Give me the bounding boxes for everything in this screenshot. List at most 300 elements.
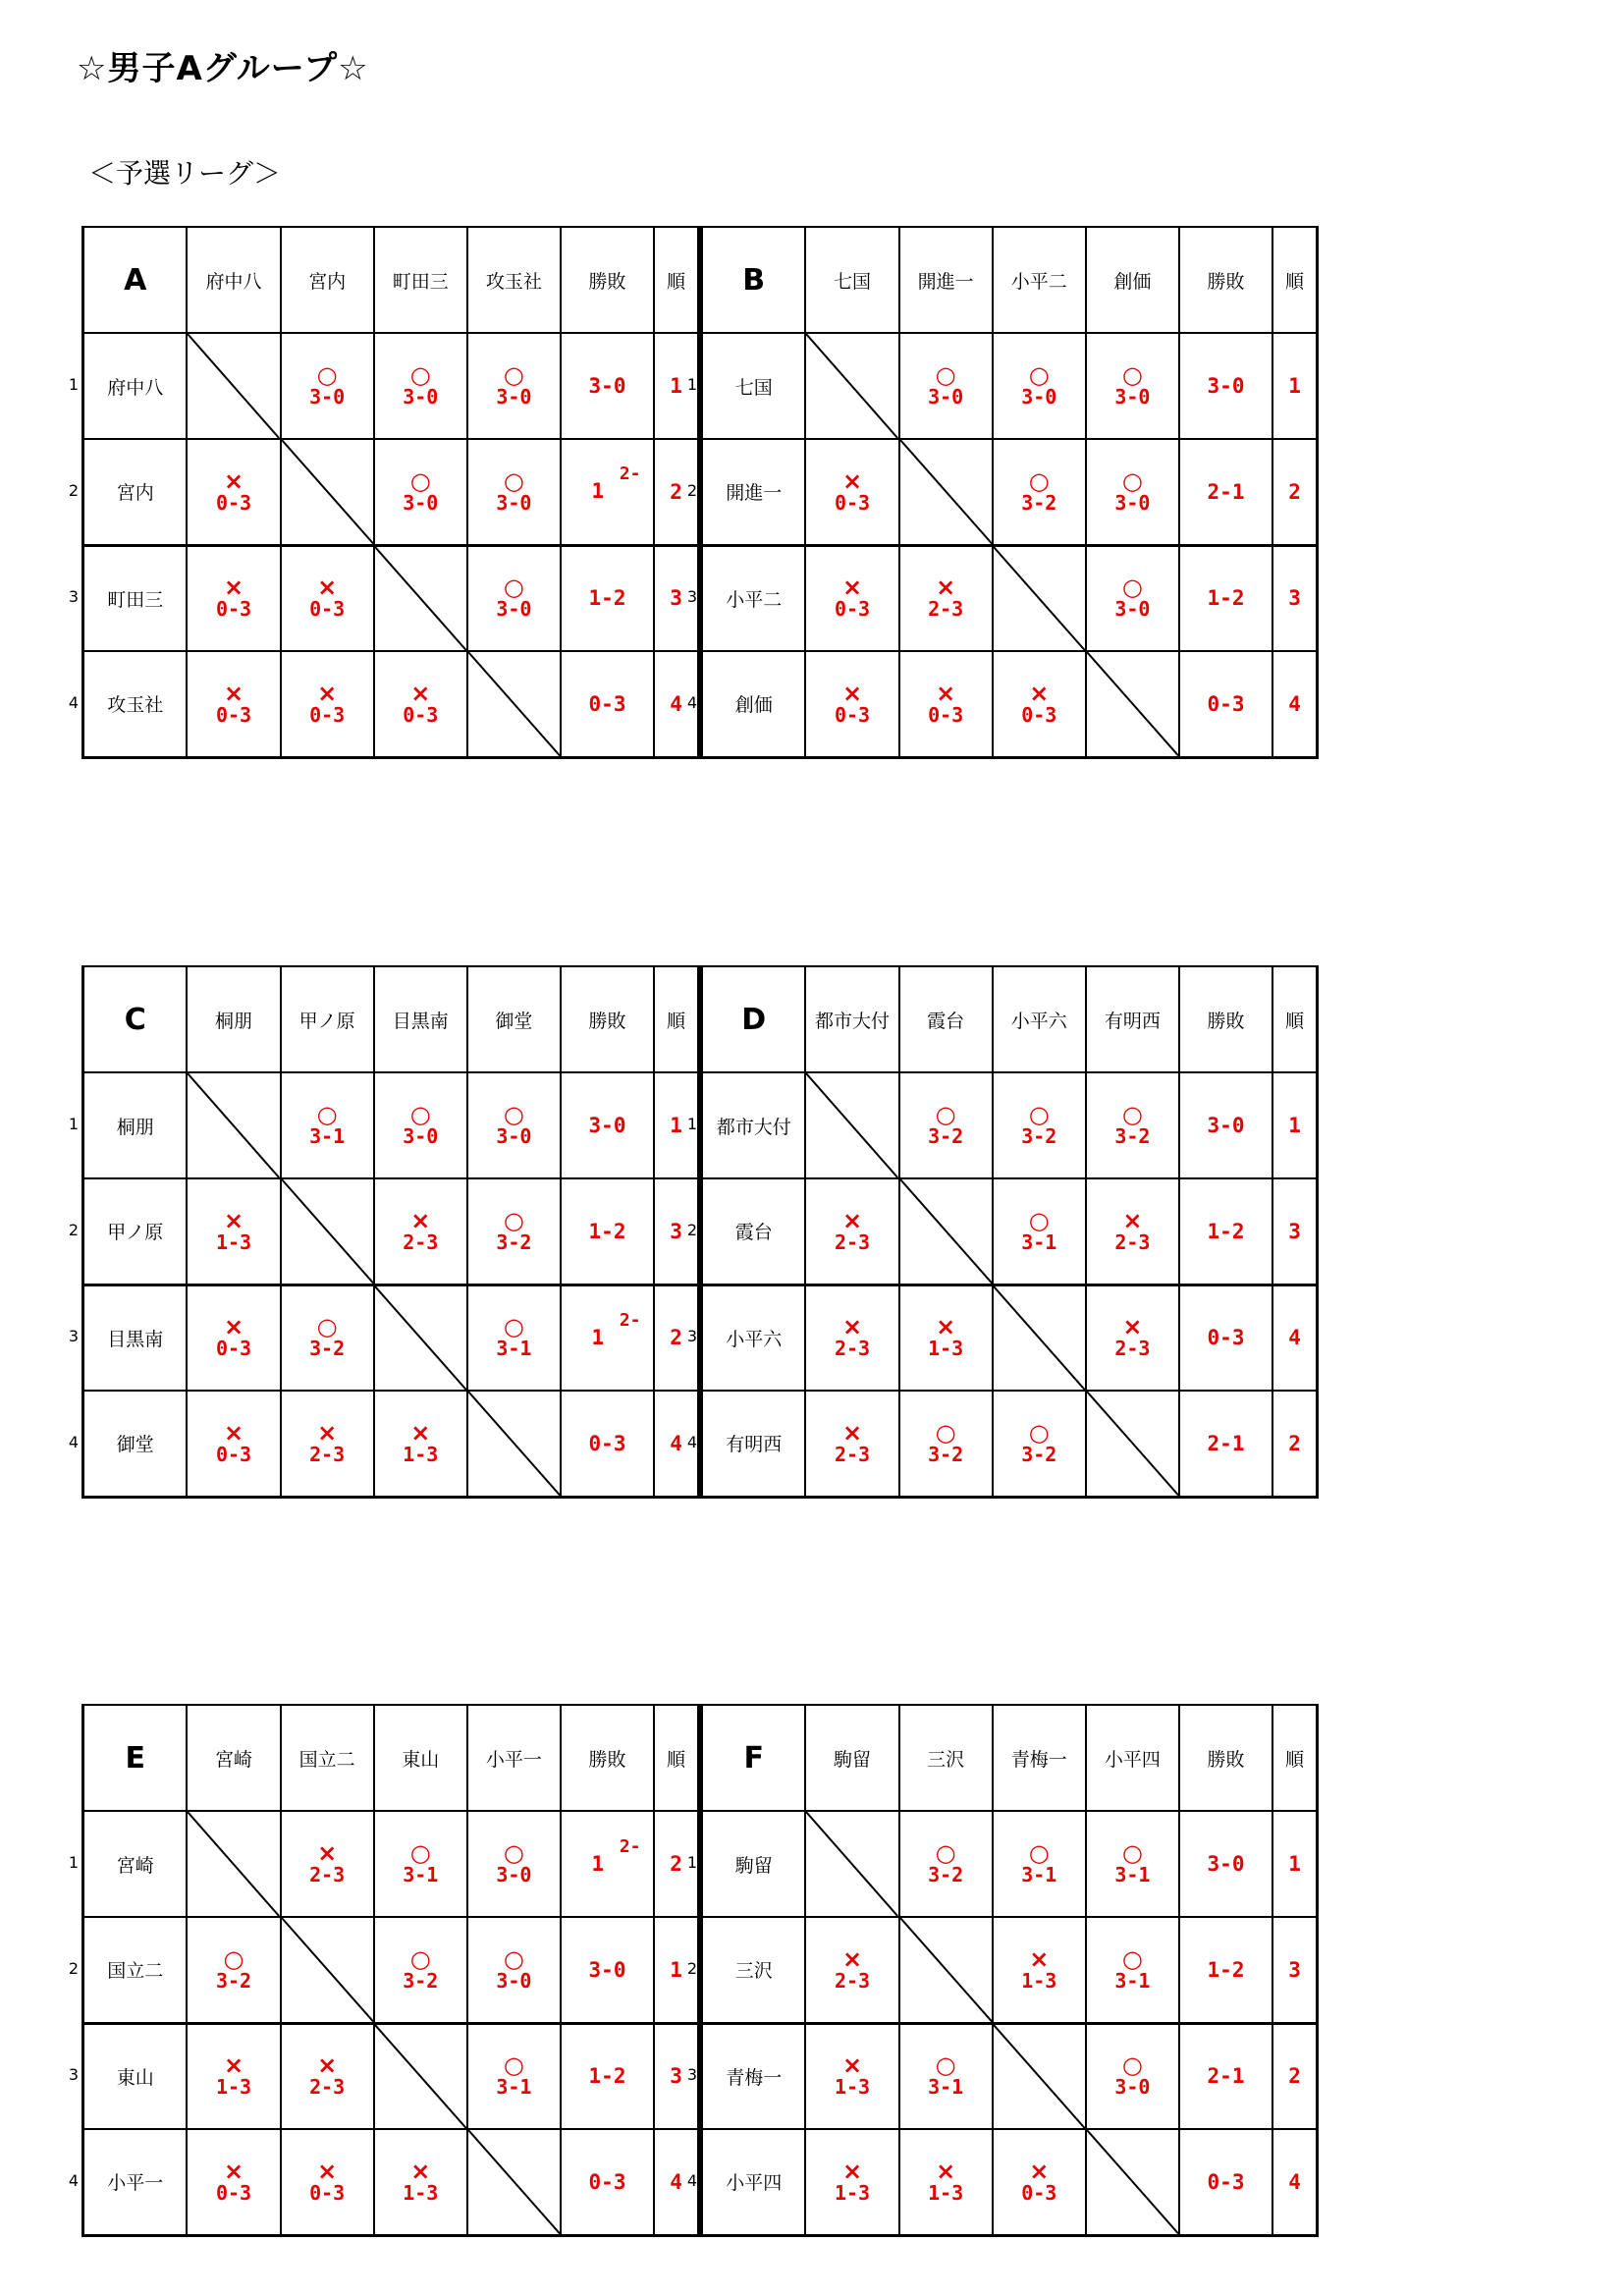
row-number: 4	[686, 2171, 698, 2190]
match-score: 1-3	[215, 2075, 252, 2100]
table-row	[83, 2129, 699, 2235]
win-loss-superscript: 2-	[619, 1835, 641, 1857]
match-score: 1-3	[928, 1337, 964, 1361]
match-score: 3-2	[403, 1968, 439, 1993]
row-number: 1	[686, 1115, 698, 1133]
win-loss-value: 0-3	[588, 1431, 626, 1455]
loss-mark: ×	[841, 679, 863, 707]
rank-cell: 4	[1272, 1285, 1317, 1391]
match-result-cell	[993, 1811, 1086, 1917]
win-loss-cell	[561, 333, 654, 439]
match-result-cell	[1086, 1072, 1179, 1178]
match-score: 2-3	[834, 1442, 871, 1466]
match-score: 3-2	[215, 1968, 252, 1993]
match-result-cell	[1086, 545, 1179, 651]
match-score: 3-0	[403, 385, 439, 409]
match-score: 2-3	[309, 2075, 346, 2100]
diagonal-cell	[1086, 651, 1179, 757]
match-result-cell	[805, 2129, 898, 2235]
match-score: 3-2	[928, 1124, 964, 1148]
group-letter: F	[702, 1705, 806, 1811]
table-row	[83, 1917, 699, 2023]
match-score: 3-1	[403, 1863, 439, 1886]
match-result-cell	[805, 651, 898, 757]
column-team-name: 青梅一	[993, 1705, 1086, 1811]
rank-cell: 4	[1272, 2129, 1317, 2235]
table-row	[83, 1391, 699, 1497]
win-mark: ○	[935, 361, 956, 389]
match-result-cell	[281, 651, 374, 757]
win-loss-value: 3-0	[1207, 1852, 1245, 1876]
win-loss-split	[578, 1835, 641, 1882]
match-result-cell	[467, 1285, 561, 1391]
match-result-cell	[805, 439, 898, 545]
page-title: ☆男子Aグループ☆	[77, 49, 369, 88]
match-result-cell	[281, 333, 374, 439]
match-score: 3-0	[928, 385, 964, 409]
match-score: 1-3	[834, 2075, 871, 2100]
match-result-cell	[993, 333, 1086, 439]
rank-header: 順	[654, 966, 698, 1072]
loss-mark: ×	[223, 679, 244, 707]
column-team-name: 都市大付	[805, 966, 898, 1072]
row-number: 1	[68, 375, 80, 394]
match-result-cell	[993, 1391, 1086, 1497]
match-score: 0-3	[215, 1337, 252, 1361]
match-result-cell	[467, 1072, 561, 1178]
row-team-name: 宮内	[83, 439, 188, 545]
win-loss-value: 2-1	[1207, 1431, 1245, 1455]
win-mark: ○	[316, 1101, 338, 1128]
win-loss-split	[578, 464, 641, 509]
match-result-cell	[899, 2023, 993, 2129]
match-result-cell	[1086, 2023, 1179, 2129]
match-result-cell	[805, 1285, 898, 1391]
win-mark: ○	[1028, 466, 1050, 495]
column-team-name: 町田三	[374, 227, 467, 333]
column-team-name: 小平四	[1086, 1705, 1179, 1811]
match-result-cell	[993, 651, 1086, 757]
match-score: 3-0	[309, 385, 346, 409]
rank-cell: 2	[1272, 439, 1317, 545]
row-number: 2	[686, 1221, 698, 1239]
table-row	[702, 1178, 1318, 1285]
diagonal-cell	[467, 2129, 561, 2235]
win-loss-value: 1-2	[588, 1219, 626, 1243]
match-result-cell	[899, 333, 993, 439]
row-number: 1	[68, 1853, 80, 1872]
loss-mark: ×	[841, 2051, 863, 2080]
column-team-name: 開進一	[899, 227, 993, 333]
win-loss-value: 2-1	[1207, 2064, 1245, 2089]
rank-cell: 2	[1272, 2023, 1317, 2129]
diagonal-cell	[187, 1072, 280, 1178]
match-result-cell	[467, 333, 561, 439]
match-result-cell	[281, 545, 374, 651]
loss-mark: ×	[317, 679, 338, 707]
match-score: 3-1	[928, 2075, 964, 2100]
rank-cell: 4	[654, 1391, 698, 1497]
row-number: 4	[68, 693, 80, 712]
match-score: 3-2	[928, 1442, 964, 1466]
match-result-cell	[374, 651, 467, 757]
match-result-cell	[467, 439, 561, 545]
match-score: 3-1	[1114, 1968, 1151, 1993]
match-score: 3-2	[496, 1230, 532, 1254]
match-score: 1-3	[215, 1230, 252, 1254]
diagonal-cell	[467, 651, 561, 757]
win-mark: ○	[1121, 466, 1143, 495]
table-row	[702, 2023, 1318, 2129]
loss-mark: ×	[841, 2157, 863, 2185]
match-score: 3-2	[1114, 1124, 1151, 1148]
row-team-name: 甲ノ原	[83, 1178, 188, 1285]
table-row	[702, 651, 1318, 757]
win-loss-value: 0-3	[1207, 691, 1245, 716]
win-mark: ○	[935, 1418, 956, 1447]
table-row	[83, 1285, 699, 1391]
win-loss-cell	[561, 1917, 654, 2023]
match-result-cell	[1086, 333, 1179, 439]
win-loss-cell	[561, 2023, 654, 2129]
column-team-name: 有明西	[1086, 966, 1179, 1072]
win-loss-value: 2-1	[1207, 479, 1245, 504]
row-team-name: 七国	[702, 333, 806, 439]
diagonal-cell	[281, 1917, 374, 2023]
match-result-cell	[899, 1391, 993, 1497]
league-table	[81, 965, 700, 1499]
match-score: 3-1	[496, 1337, 532, 1361]
match-result-cell	[187, 1178, 280, 1285]
match-score: 0-3	[215, 597, 252, 622]
table-row	[702, 2129, 1318, 2235]
diagonal-cell	[993, 1285, 1086, 1391]
row-team-name: 創価	[702, 651, 806, 757]
loss-mark: ×	[1029, 679, 1050, 707]
loss-mark: ×	[410, 2157, 431, 2185]
row-team-name: 駒留	[702, 1811, 806, 1917]
column-team-name: 小平六	[993, 966, 1086, 1072]
match-score: 2-3	[403, 1230, 439, 1254]
row-number: 3	[68, 587, 80, 606]
win-loss-base: 1	[591, 1851, 605, 1876]
match-score: 2-3	[309, 1442, 346, 1466]
win-mark: ○	[1028, 1206, 1050, 1234]
win-mark: ○	[1121, 2051, 1143, 2080]
match-result-cell	[805, 1917, 898, 2023]
win-loss-value: 0-3	[588, 691, 626, 716]
win-loss-value: 3-0	[1207, 374, 1245, 398]
row-number: 4	[68, 2171, 80, 2190]
win-loss-cell	[561, 1811, 654, 1917]
match-result-cell	[281, 2023, 374, 2129]
match-score: 3-0	[1114, 2075, 1151, 2100]
rank-cell: 1	[1272, 1811, 1317, 1917]
match-score: 0-3	[403, 702, 439, 727]
win-mark: ○	[503, 574, 524, 602]
match-result-cell	[374, 1391, 467, 1497]
match-result-cell	[899, 2129, 993, 2235]
match-result-cell	[805, 545, 898, 651]
column-team-name: 府中八	[187, 227, 280, 333]
row-number: 4	[686, 693, 698, 712]
match-score: 0-3	[834, 702, 871, 727]
diagonal-cell	[374, 1285, 467, 1391]
match-result-cell	[993, 439, 1086, 545]
win-loss-cell	[561, 1072, 654, 1178]
table-row	[83, 651, 699, 757]
wl-header: 勝敗	[561, 227, 654, 333]
column-team-name: 甲ノ原	[281, 966, 374, 1072]
match-score: 2-3	[1114, 1337, 1151, 1361]
match-score: 0-3	[309, 702, 346, 727]
win-loss-value: 3-0	[1207, 1114, 1245, 1137]
row-team-name: 青梅一	[702, 2023, 806, 2129]
win-loss-base: 1	[591, 1325, 605, 1349]
loss-mark: ×	[841, 1206, 863, 1234]
win-mark: ○	[503, 1206, 524, 1234]
diagonal-cell	[993, 545, 1086, 651]
win-mark: ○	[409, 1101, 431, 1128]
row-team-name: 宮崎	[83, 1811, 188, 1917]
win-mark: ○	[503, 1313, 524, 1341]
match-result-cell	[187, 2129, 280, 2235]
match-score: 3-0	[496, 385, 532, 409]
row-team-name: 有明西	[702, 1391, 806, 1497]
loss-mark: ×	[936, 574, 956, 602]
diagonal-cell	[805, 1072, 898, 1178]
match-result-cell	[467, 1178, 561, 1285]
header-row	[702, 1705, 1318, 1811]
match-score: 3-0	[403, 1124, 439, 1148]
match-score: 3-0	[496, 490, 532, 515]
row-number: 2	[686, 481, 698, 500]
diagonal-cell	[281, 1178, 374, 1285]
win-loss-cell	[1179, 2129, 1272, 2235]
diagonal-cell	[993, 2023, 1086, 2129]
column-team-name: 目黒南	[374, 966, 467, 1072]
win-loss-value: 1-2	[588, 2064, 626, 2089]
match-result-cell	[187, 2023, 280, 2129]
loss-mark: ×	[223, 574, 244, 602]
diagonal-cell	[467, 1391, 561, 1497]
wl-header: 勝敗	[1179, 966, 1272, 1072]
loss-mark: ×	[1122, 1206, 1143, 1234]
loss-mark: ×	[223, 1418, 244, 1447]
header-row	[83, 227, 699, 333]
win-mark: ○	[1121, 1944, 1143, 1973]
column-team-name: 宮崎	[187, 1705, 280, 1811]
win-loss-cell	[1179, 1391, 1272, 1497]
win-loss-cell	[1179, 1285, 1272, 1391]
win-mark: ○	[223, 1944, 244, 1973]
loss-mark: ×	[410, 1418, 431, 1447]
win-mark: ○	[503, 1101, 524, 1128]
win-loss-value: 3-0	[588, 1114, 626, 1137]
diagonal-cell	[899, 439, 993, 545]
column-team-name: 霞台	[899, 966, 993, 1072]
match-score: 3-0	[496, 1968, 532, 1993]
win-loss-cell	[1179, 333, 1272, 439]
column-team-name: 国立二	[281, 1705, 374, 1811]
rank-header: 順	[1272, 1705, 1317, 1811]
row-team-name: 町田三	[83, 545, 188, 651]
match-score: 3-0	[403, 490, 439, 515]
match-result-cell	[899, 545, 993, 651]
match-score: 2-3	[834, 1230, 871, 1254]
win-loss-superscript: 2-	[619, 464, 641, 485]
match-result-cell	[374, 1072, 467, 1178]
match-result-cell	[187, 1391, 280, 1497]
match-result-cell	[281, 2129, 374, 2235]
loss-mark: ×	[223, 2051, 244, 2080]
match-result-cell	[467, 1811, 561, 1917]
win-loss-cell	[1179, 1072, 1272, 1178]
match-score: 2-3	[834, 1337, 871, 1361]
match-score: 3-1	[1021, 1230, 1057, 1254]
match-score: 2-3	[309, 1863, 346, 1886]
loss-mark: ×	[841, 1313, 863, 1341]
win-loss-cell	[561, 439, 654, 545]
win-mark: ○	[1028, 1101, 1050, 1128]
table-row	[702, 1391, 1318, 1497]
loss-mark: ×	[1029, 1944, 1050, 1973]
match-score: 0-3	[1021, 702, 1057, 727]
match-result-cell	[187, 439, 280, 545]
row-number: 3	[686, 2065, 698, 2084]
match-score: 3-0	[1021, 385, 1057, 409]
loss-mark: ×	[841, 1418, 863, 1447]
win-mark: ○	[935, 1839, 956, 1867]
match-score: 1-3	[403, 2180, 439, 2205]
win-mark: ○	[409, 1944, 431, 1973]
loss-mark: ×	[936, 2157, 956, 2185]
table-row	[83, 1811, 699, 1917]
league-block-f	[686, 1704, 1319, 2234]
row-team-name: 御堂	[83, 1391, 188, 1497]
rank-cell: 1	[654, 333, 698, 439]
row-team-name: 霞台	[702, 1178, 806, 1285]
win-loss-superscript: 2-	[619, 1309, 641, 1331]
match-result-cell	[374, 1811, 467, 1917]
win-mark: ○	[503, 2051, 524, 2080]
match-score: 0-3	[834, 597, 871, 622]
win-loss-cell	[1179, 2023, 1272, 2129]
loss-mark: ×	[841, 574, 863, 602]
match-result-cell	[187, 651, 280, 757]
row-team-name: 小平二	[702, 545, 806, 651]
group-letter: A	[83, 227, 188, 333]
loss-mark: ×	[317, 2051, 338, 2080]
diagonal-cell	[899, 1917, 993, 2023]
column-team-name: 駒留	[805, 1705, 898, 1811]
match-result-cell	[187, 545, 280, 651]
win-mark: ○	[409, 361, 431, 389]
rank-cell: 1	[1272, 333, 1317, 439]
match-score: 3-0	[1114, 490, 1151, 515]
win-loss-value: 1-2	[588, 586, 626, 611]
diagonal-cell	[1086, 2129, 1179, 2235]
header-row	[83, 1705, 699, 1811]
rank-cell: 1	[1272, 1072, 1317, 1178]
wl-header: 勝敗	[561, 1705, 654, 1811]
match-result-cell	[1086, 439, 1179, 545]
table-row	[702, 439, 1318, 545]
diagonal-cell	[374, 2023, 467, 2129]
rank-cell: 1	[654, 1917, 698, 2023]
diagonal-cell	[374, 545, 467, 651]
match-score: 0-3	[215, 490, 252, 515]
table-row	[702, 1811, 1318, 1917]
row-number: 3	[686, 1327, 698, 1345]
diagonal-cell	[187, 1811, 280, 1917]
loss-mark: ×	[936, 679, 956, 707]
row-number: 1	[686, 375, 698, 394]
loss-mark: ×	[223, 1313, 244, 1341]
rank-cell: 3	[1272, 545, 1317, 651]
loss-mark: ×	[223, 2157, 244, 2185]
rank-cell: 2	[654, 439, 698, 545]
win-mark: ○	[503, 466, 524, 495]
win-mark: ○	[316, 1313, 338, 1341]
wl-header: 勝敗	[1179, 227, 1272, 333]
rank-cell: 3	[1272, 1917, 1317, 2023]
win-mark: ○	[1121, 1839, 1143, 1867]
match-result-cell	[467, 545, 561, 651]
match-result-cell	[374, 1917, 467, 2023]
table-row	[702, 1072, 1318, 1178]
match-score: 0-3	[309, 597, 346, 622]
win-loss-cell	[1179, 439, 1272, 545]
table-row	[702, 1917, 1318, 2023]
match-result-cell	[993, 2129, 1086, 2235]
win-loss-split	[578, 1309, 641, 1355]
row-number: 4	[68, 1433, 80, 1451]
rank-header: 順	[1272, 966, 1317, 1072]
win-loss-cell	[561, 1391, 654, 1497]
match-score: 1-3	[834, 2180, 871, 2205]
match-score: 0-3	[215, 702, 252, 727]
league-table	[700, 1704, 1319, 2237]
win-loss-cell	[1179, 1917, 1272, 2023]
match-score: 1-3	[1021, 1968, 1057, 1993]
group-letter: C	[83, 966, 188, 1072]
diagonal-cell	[805, 1811, 898, 1917]
match-score: 3-0	[1114, 385, 1151, 409]
column-team-name: 桐朋	[187, 966, 280, 1072]
match-result-cell	[993, 1917, 1086, 2023]
column-team-name: 三沢	[899, 1705, 993, 1811]
row-team-name: 桐朋	[83, 1072, 188, 1178]
row-number: 3	[68, 1327, 80, 1345]
rank-cell: 3	[1272, 1178, 1317, 1285]
win-loss-value: 3-0	[588, 374, 626, 398]
win-loss-cell	[561, 651, 654, 757]
row-team-name: 目黒南	[83, 1285, 188, 1391]
table-row	[702, 1285, 1318, 1391]
match-score: 3-2	[1021, 490, 1057, 515]
win-mark: ○	[503, 1839, 524, 1867]
win-loss-cell	[1179, 1811, 1272, 1917]
match-score: 3-2	[1021, 1442, 1057, 1466]
match-score: 3-1	[309, 1124, 346, 1148]
match-result-cell	[467, 2023, 561, 2129]
row-number: 2	[68, 1221, 80, 1239]
match-result-cell	[899, 651, 993, 757]
win-mark: ○	[503, 1944, 524, 1973]
match-score: 0-3	[834, 490, 871, 515]
table-row	[83, 333, 699, 439]
